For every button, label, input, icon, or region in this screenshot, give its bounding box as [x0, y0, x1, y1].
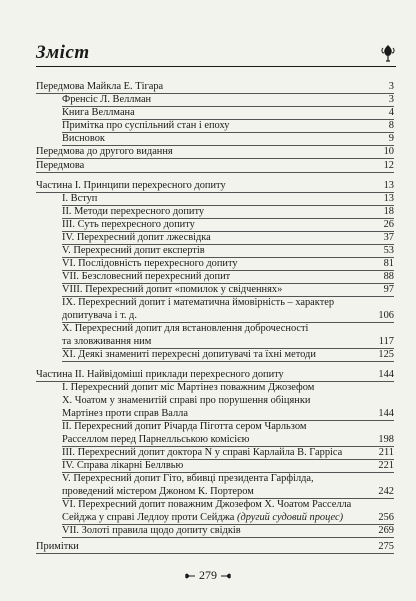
- toc-entry[interactable]: ХІ. Деякі знамениті перехресні допитувачі та їхні методи 125: [62, 349, 394, 360]
- toc-entry-cont[interactable]: Х. Чоатом у знаменитій справі про порушення обіцянки: [62, 395, 311, 406]
- toc-entry-cont[interactable]: Расселлом перед Парнелльською комісією 198: [62, 434, 394, 445]
- toc-entry[interactable]: Х. Перехресний допит для встановлення доброчесності: [62, 323, 309, 334]
- page-title: Зміст: [36, 42, 90, 63]
- title-rule: [36, 66, 396, 67]
- toc-entry[interactable]: Передмова 12: [36, 160, 394, 171]
- toc-entry[interactable]: ІІ. Методи перехресного допиту 18: [62, 206, 394, 217]
- toc-entry-cont[interactable]: та зловживання ним 117: [62, 336, 394, 347]
- toc-entry[interactable]: IV. Справа лікарні Беллвью 221: [62, 460, 394, 471]
- toc-entry[interactable]: ІІІ. Суть перехресного допиту 26: [62, 219, 394, 230]
- toc-entry[interactable]: Передмова Майкла Е. Тігара 3: [36, 81, 394, 92]
- toc-entry[interactable]: ІV. Перехресний допит лжесвідка 37: [62, 232, 394, 243]
- toc-entry-cont[interactable]: Мартінез проти справ Валла 144: [62, 408, 394, 419]
- toc-entry[interactable]: І. Перехресний допит міс Мартінез поважним Джозефом: [62, 382, 315, 393]
- toc-entry[interactable]: VІІІ. Перехресний допит «помилок у свідченнях» 97: [62, 284, 394, 295]
- toc-entry[interactable]: VІІ. Золоті правила щодо допиту свідків 269: [62, 525, 394, 536]
- fleuron-left-icon: [184, 571, 196, 581]
- toc-entry[interactable]: Частина І. Принципи перехресного допиту 13: [36, 180, 394, 191]
- fleuron-right-icon: [220, 571, 232, 581]
- toc-entry[interactable]: Передмова до другого видання 10: [36, 146, 394, 157]
- page-number: 279: [199, 568, 217, 582]
- toc-entry[interactable]: Френсіс Л. Веллман 3: [62, 94, 394, 105]
- toc-entry[interactable]: Книга Веллмана 4: [62, 107, 394, 118]
- page-footer: [0, 568, 416, 583]
- toc-entry-cont[interactable]: допитувача і т. д. 106: [62, 310, 394, 321]
- toc-entry[interactable]: V. Перехресний допит експертів 53: [62, 245, 394, 256]
- toc-entry[interactable]: Примітки 275: [36, 541, 394, 552]
- toc-entry[interactable]: ІІ. Перехресний допит Річарда Піготта сером Чарльзом: [62, 421, 307, 432]
- toc-entry[interactable]: VІ. Послідовність перехресного допиту 81: [62, 258, 394, 269]
- toc-entry[interactable]: ІІІ. Перехресний допит доктора N у справі Карлайла В. Гарріса 211: [62, 447, 394, 458]
- toc-entry-cont[interactable]: Сейджа у справі Ледлоу проти Сейджа (другий судовий процес) 256: [62, 512, 394, 523]
- toc-entry[interactable]: VІІ. Безсловесний перехресний допит 88: [62, 271, 394, 282]
- toc-entry[interactable]: І. Вступ 13: [62, 193, 394, 204]
- toc-entry[interactable]: ІХ. Перехресний допит і математична ймовірність – характер: [62, 297, 335, 308]
- toc-entry[interactable]: VІ. Перехресний допит поважним Джозефом Х. Чоатом Расселла: [62, 499, 352, 510]
- toc-entry[interactable]: V. Перехресний допит Гіто, вбивці президента Гарфілда,: [62, 473, 314, 484]
- toc-entry[interactable]: Частина ІІ. Найвідоміші приклади перехресного допиту 144: [36, 369, 394, 380]
- toc-entry[interactable]: Примітка про суспільний стан і епоху 8: [62, 120, 394, 131]
- toc-entry-cont[interactable]: проведений містером Джоном К. Портером 242: [62, 486, 394, 497]
- fleuron-icon: [380, 44, 396, 62]
- toc-entry[interactable]: Висновок 9: [62, 133, 394, 144]
